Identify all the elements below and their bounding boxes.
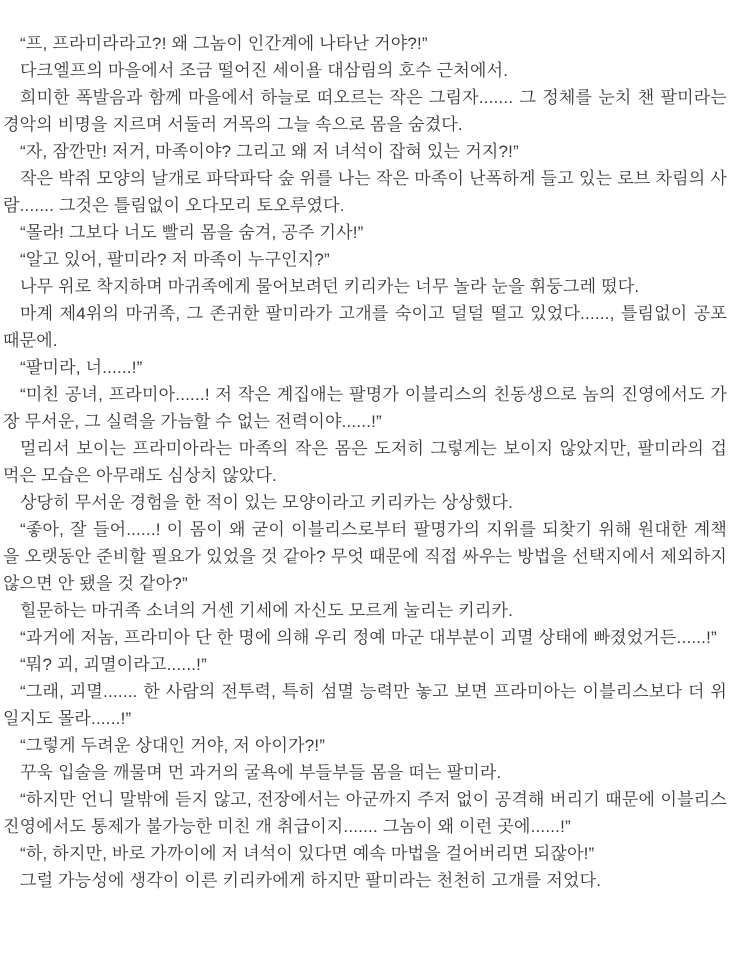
paragraph: “하, 하지만, 바로 가까이에 저 녀석이 있다면 예속 마법을 걸어버리면 되잖아!” — [20, 844, 595, 863]
paragraph: 그럴 가능성에 생각이 이른 키리카에게 하지만 팔미라는 천천히 고개를 저었다. — [20, 871, 602, 890]
paragraph: “자, 잠깐만! 저거, 마족이야? 그리고 왜 저 녀석이 잡혀 있는 거지?!” — [20, 142, 519, 161]
paragraph: “그렇게 두려운 상대인 거야, 저 아이가?!” — [20, 736, 326, 755]
paragraph: “좋아, 잘 들어......! 이 몸이 왜 굳이 이블리스로부터 팔명가의 지위를 되찾기 위해 원대한 계책을 오랫동안 준비할 필요가 있었을 것 같아? 무엇 때문에 직접 싸우는 방법을 선택지에서 제외하지 않으면 안 됐을 것 같아?” — [3, 520, 727, 593]
paragraph: 힐문하는 마귀족 소녀의 거센 기세에 자신도 모르게 눌리는 키리카. — [20, 601, 514, 620]
paragraph: “하지만 언니 말밖에 듣지 않고, 전장에서는 아군까지 주저 없이 공격해 버리기 때문에 이블리스 진영에서도 통제가 불가능한 미친 개 취급이지....... 그놈이 왜 이런 곳에......!” — [3, 790, 727, 836]
paragraph: “미친 공녀, 프라미아......! 저 작은 계집애는 팔명가 이블리스의 친동생으로 놈의 진영에서도 가장 무서운, 그 실력을 가늠할 수 없는 전력이야......!” — [3, 385, 727, 431]
paragraph: “팔미라, 너......!” — [20, 358, 143, 377]
paragraph: “알고 있어, 팔미라? 저 마족이 누구인지?” — [20, 250, 330, 269]
paragraph: 마계 제4위의 마귀족, 그 존귀한 팔미라가 고개를 숙이고 덜덜 떨고 있었다......, 틀림없이 공포 때문에. — [3, 304, 727, 350]
paragraph: 희미한 폭발음과 함께 마을에서 하늘로 떠오르는 작은 그림자....... 그 정체를 눈치 챈 팔미라는 경악의 비명을 지르며 서둘러 거목의 그늘 속으로 몸을 숨겼다. — [3, 88, 727, 134]
paragraph: “몰라! 그보다 너도 빨리 몸을 숨겨, 공주 기사!” — [20, 223, 364, 242]
novel-text-body — [3, 30, 727, 894]
paragraph: “과거에 저놈, 프라미아 단 한 명에 의해 우리 정예 마군 대부분이 괴멸 상태에 빠졌었거든......!” — [20, 628, 717, 647]
paragraph: 멀리서 보이는 프라미아라는 마족의 작은 몸은 도저히 그렇게는 보이지 않았지만, 팔미라의 겁먹은 모습은 아무래도 심상치 않았다. — [3, 439, 727, 485]
paragraph: 나무 위로 착지하며 마귀족에게 물어보려던 키리카는 너무 놀라 눈을 휘둥그레 떴다. — [20, 277, 640, 296]
paragraph: 다크엘프의 마을에서 조금 떨어진 세이욜 대삼림의 호수 근처에서. — [20, 61, 509, 80]
paragraph: “프, 프라미라라고?! 왜 그놈이 인간계에 나타난 거야?!” — [20, 34, 428, 53]
paragraph: 작은 박쥐 모양의 날개로 파닥파닥 숲 위를 나는 작은 마족이 난폭하게 들고 있는 로브 차림의 사람....... 그것은 틀림없이 오다모리 토오루였다. — [3, 169, 727, 215]
paragraph: “그래, 괴멸....... 한 사람의 전투력, 특히 섬멸 능력만 놓고 보면 프라미아는 이블리스보다 더 위일지도 몰라......!” — [3, 682, 727, 728]
paragraph: 상당히 무서운 경험을 한 적이 있는 모양이라고 키리카는 상상했다. — [20, 493, 514, 512]
paragraph: 꾸욱 입술을 깨물며 먼 과거의 굴욕에 부들부들 몸을 떠는 팔미라. — [20, 763, 502, 782]
paragraph: “뭐? 괴, 괴멸이라고......!” — [20, 655, 207, 674]
